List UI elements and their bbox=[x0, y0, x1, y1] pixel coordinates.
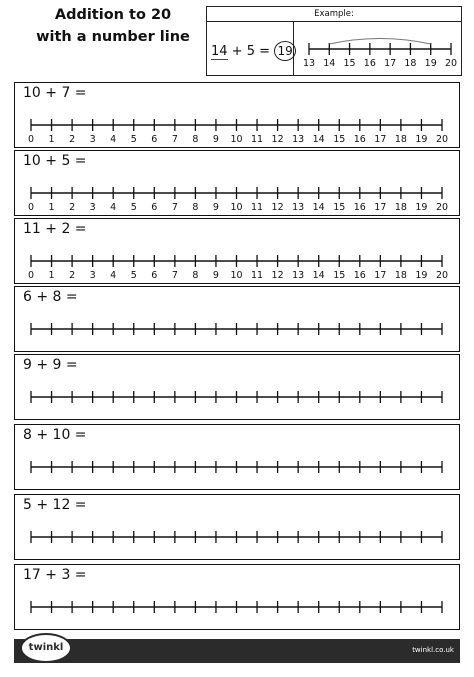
tick-label: 7 bbox=[171, 202, 178, 213]
number-line[interactable] bbox=[15, 103, 458, 147]
tick-label: 16 bbox=[363, 58, 376, 69]
tick-label: 5 bbox=[130, 270, 137, 281]
title-line-1: Addition to 20 bbox=[54, 7, 172, 23]
tick-label: 15 bbox=[333, 202, 346, 213]
tick-label: 1 bbox=[48, 270, 55, 281]
tick-label: 3 bbox=[89, 270, 96, 281]
question-label: 8 + 10 = bbox=[23, 427, 87, 443]
footer-url: twinkl.co.uk bbox=[412, 646, 454, 654]
tick-label: 20 bbox=[435, 270, 449, 281]
footer-bar bbox=[14, 639, 460, 663]
tick-label: 7 bbox=[171, 270, 178, 281]
tick-label: 16 bbox=[353, 134, 366, 145]
tick-label: 14 bbox=[312, 202, 325, 213]
example-operator: + 5 = bbox=[227, 44, 275, 59]
tick-label: 8 bbox=[192, 202, 199, 213]
question-box bbox=[14, 494, 460, 560]
question-label: 17 + 3 = bbox=[23, 567, 87, 583]
tick-label: 18 bbox=[394, 134, 407, 145]
number-line[interactable] bbox=[15, 307, 458, 351]
tick-label: 12 bbox=[271, 134, 284, 145]
tick-label: 10 bbox=[230, 270, 243, 281]
example-answer-circle: 19 bbox=[274, 41, 296, 61]
tick-label: 16 bbox=[353, 202, 366, 213]
tick-label: 14 bbox=[312, 134, 325, 145]
tick-label: 11 bbox=[251, 270, 264, 281]
question-label: 5 + 12 = bbox=[23, 497, 87, 513]
tick-label: 18 bbox=[394, 270, 407, 281]
question-label: 6 + 8 = bbox=[23, 289, 78, 305]
tick-label: 19 bbox=[415, 270, 428, 281]
number-line[interactable] bbox=[15, 375, 458, 419]
question-label: 10 + 7 = bbox=[23, 85, 87, 101]
example-equation bbox=[211, 41, 296, 61]
tick-label: 17 bbox=[384, 58, 397, 69]
tick-label: 2 bbox=[69, 270, 76, 281]
question-box bbox=[14, 286, 460, 352]
tick-label: 2 bbox=[69, 202, 76, 213]
tick-label: 13 bbox=[292, 270, 305, 281]
tick-label: 15 bbox=[343, 58, 356, 69]
question-label: 10 + 5 = bbox=[23, 153, 87, 169]
tick-label: 2 bbox=[69, 134, 76, 145]
question-label: 9 + 9 = bbox=[23, 357, 78, 373]
title-line-2: with a number line bbox=[36, 29, 190, 45]
tick-label: 5 bbox=[130, 134, 137, 145]
worksheet-title bbox=[20, 4, 206, 48]
number-line[interactable] bbox=[15, 515, 458, 559]
number-line[interactable] bbox=[15, 445, 458, 489]
question-box bbox=[14, 564, 460, 630]
number-line[interactable] bbox=[15, 239, 458, 283]
tick-label: 7 bbox=[171, 134, 178, 145]
tick-label: 17 bbox=[374, 270, 387, 281]
tick-label: 20 bbox=[444, 58, 458, 69]
tick-label: 20 bbox=[435, 134, 449, 145]
tick-label: 4 bbox=[110, 202, 117, 213]
tick-label: 8 bbox=[192, 270, 199, 281]
tick-label: 1 bbox=[48, 202, 55, 213]
tick-label: 1 bbox=[48, 134, 55, 145]
jump-arc bbox=[329, 39, 430, 45]
tick-label: 9 bbox=[212, 270, 219, 281]
question-box bbox=[14, 150, 460, 216]
tick-label: 19 bbox=[415, 134, 428, 145]
tick-label: 19 bbox=[415, 202, 428, 213]
question-box bbox=[14, 82, 460, 148]
tick-label: 9 bbox=[212, 134, 219, 145]
logo-text: twinkl bbox=[28, 642, 64, 653]
tick-label: 8 bbox=[192, 134, 199, 145]
example-box bbox=[206, 6, 462, 76]
tick-label: 0 bbox=[27, 202, 35, 213]
question-label: 11 + 2 = bbox=[23, 221, 87, 237]
tick-label: 20 bbox=[435, 202, 449, 213]
tick-label: 12 bbox=[271, 202, 284, 213]
tick-label: 5 bbox=[130, 202, 137, 213]
tick-label: 3 bbox=[89, 202, 96, 213]
number-line[interactable] bbox=[15, 171, 458, 215]
tick-label: 13 bbox=[292, 202, 305, 213]
example-header: Example: bbox=[207, 7, 461, 22]
tick-label: 10 bbox=[230, 202, 243, 213]
tick-label: 9 bbox=[212, 202, 219, 213]
tick-label: 15 bbox=[333, 270, 346, 281]
question-box bbox=[14, 218, 460, 284]
tick-label: 17 bbox=[374, 202, 387, 213]
tick-label: 18 bbox=[404, 58, 417, 69]
tick-label: 6 bbox=[151, 134, 158, 145]
tick-label: 16 bbox=[353, 270, 366, 281]
tick-label: 19 bbox=[424, 58, 437, 69]
question-box bbox=[14, 424, 460, 490]
tick-label: 13 bbox=[292, 134, 305, 145]
tick-label: 6 bbox=[151, 202, 158, 213]
tick-label: 18 bbox=[394, 202, 407, 213]
tick-label: 0 bbox=[27, 270, 35, 281]
question-box bbox=[14, 354, 460, 420]
tick-label: 12 bbox=[271, 270, 284, 281]
tick-label: 14 bbox=[312, 270, 325, 281]
tick-label: 4 bbox=[110, 270, 117, 281]
tick-label: 6 bbox=[151, 270, 158, 281]
twinkl-logo bbox=[20, 633, 72, 663]
example-number-line bbox=[299, 25, 461, 75]
tick-label: 15 bbox=[333, 134, 346, 145]
tick-label: 11 bbox=[251, 202, 264, 213]
example-addend: 14 bbox=[211, 44, 228, 59]
tick-label: 13 bbox=[302, 58, 316, 69]
tick-label: 4 bbox=[110, 134, 117, 145]
tick-label: 11 bbox=[251, 134, 264, 145]
tick-label: 10 bbox=[230, 134, 243, 145]
tick-label: 0 bbox=[27, 134, 35, 145]
tick-label: 17 bbox=[374, 134, 387, 145]
tick-label: 14 bbox=[323, 58, 336, 69]
number-line[interactable] bbox=[15, 585, 458, 629]
tick-label: 3 bbox=[89, 134, 96, 145]
